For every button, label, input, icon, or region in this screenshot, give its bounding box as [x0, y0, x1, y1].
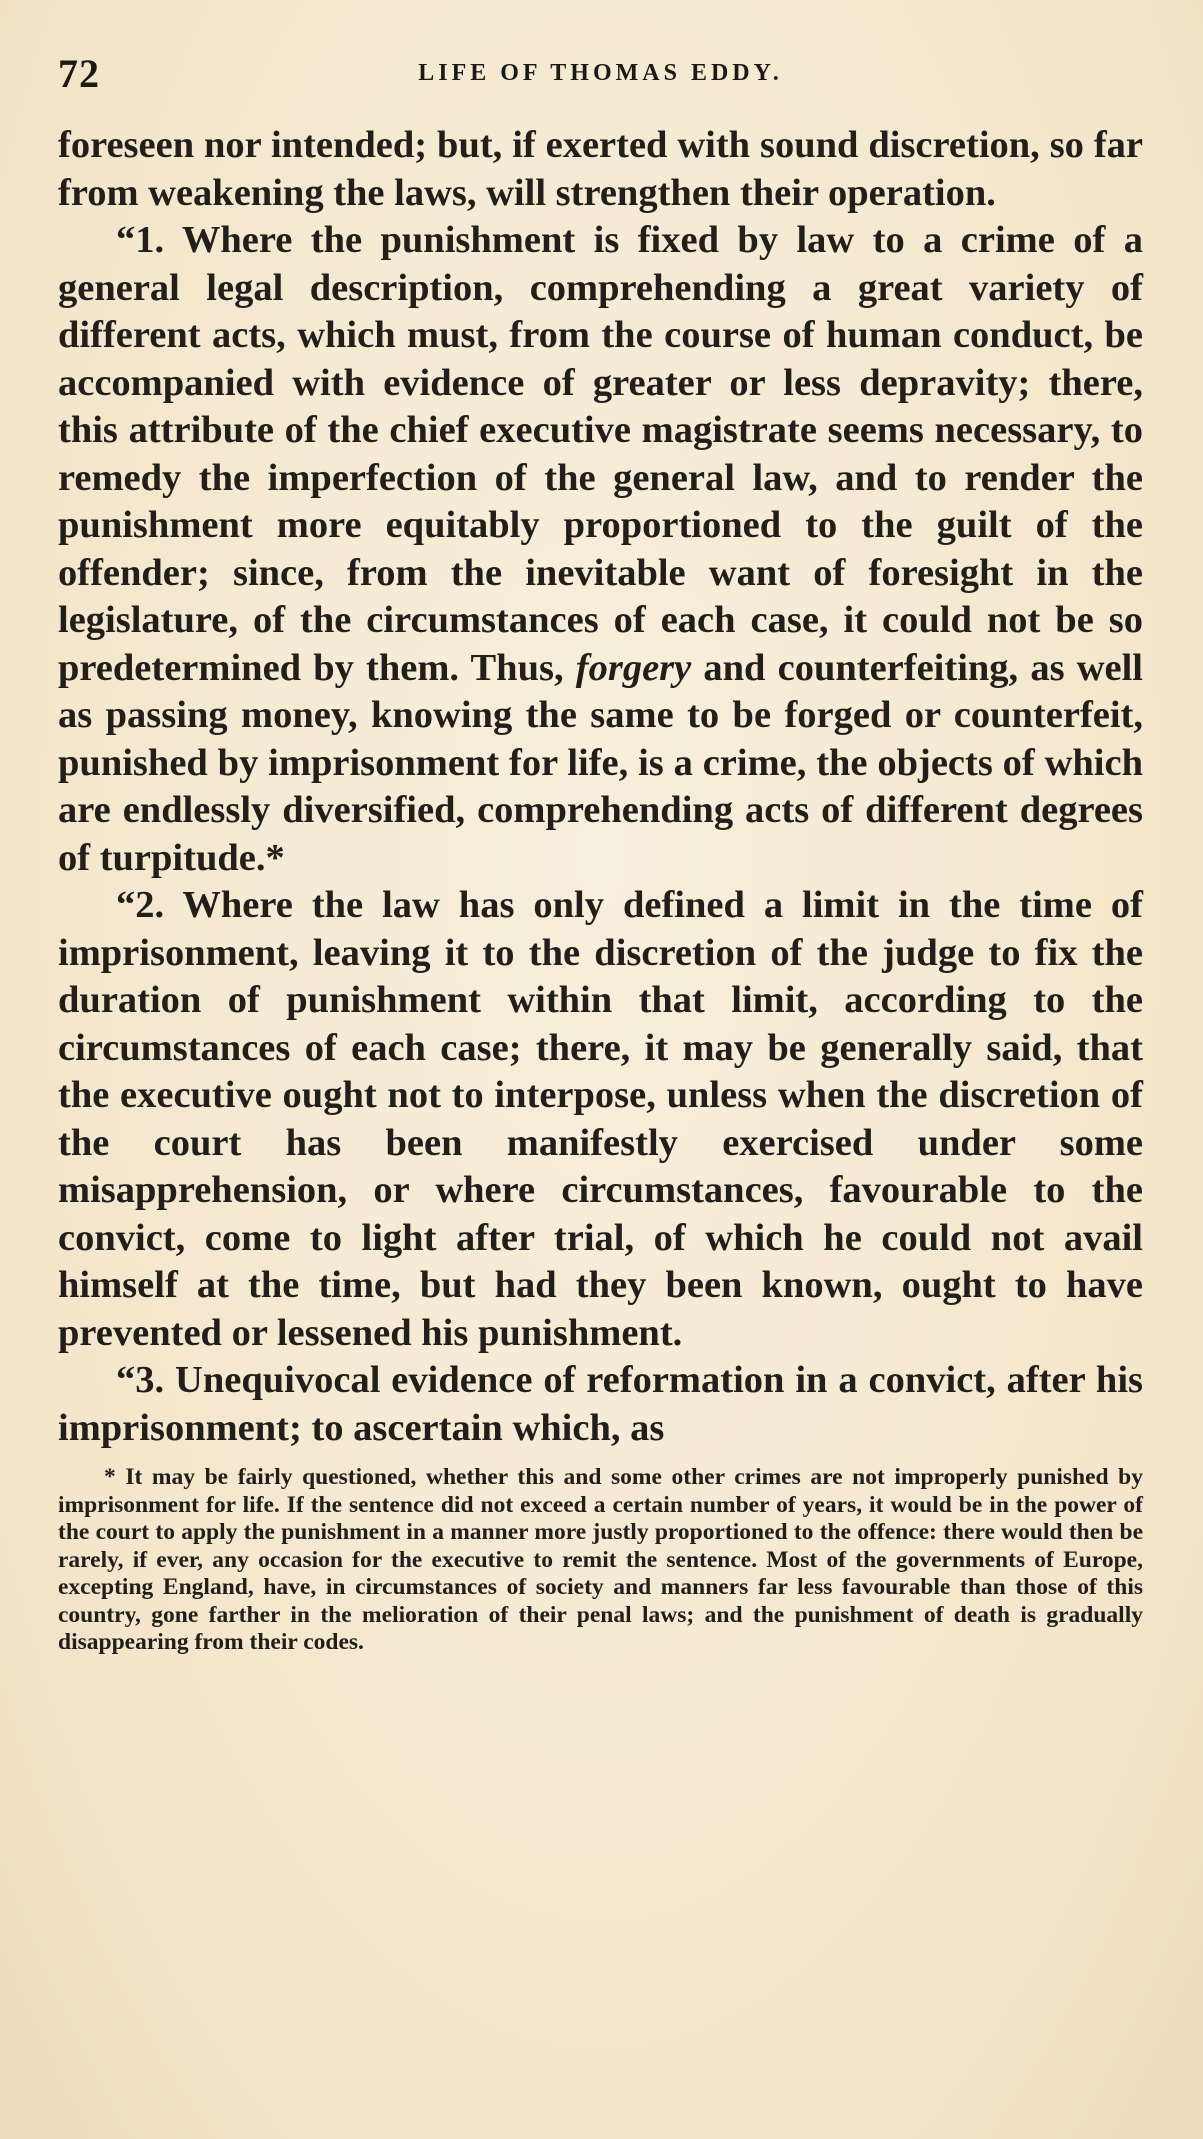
- footnote-text: * It may be fairly questioned, whether this and some other crimes are not improperly punished by imprisonment for life. If the sentence did not exceed a certain number of years, it would be in the power of the court to apply the punishment in a manner more justly proportioned to the offence: there would then be rarely, if ever, any occasion for the executive to remit the sentence. Most of the governments of Europe, excepting England, have, in circumstances of society and manners far less favourable than those of this country, gone farther in the melioration of their penal laws; and the punishment of death is gradually disappearing from their codes.: [58, 1464, 1143, 1655]
- footnote: [58, 1464, 1143, 1657]
- running-head: [58, 40, 1143, 100]
- paragraph-point-1-text-a: “1. Where the punishment is fixed by law to a crime of a general legal description, comprehending a great variety of different acts, which must, from the course of human conduct, be accompanied with evidence of greater or less depravity; there, this attribute of the chief executive magistrate seems necessary, to remedy the imperfection of the general law, and to render the punishment more equitably proportioned to the guilt of the offender; since, from the inevitable want of foresight in the legislature, of the circumstances of each case, it could not be so predetermined by them. Thus,: [58, 219, 1143, 689]
- running-title: LIFE OF THOMAS EDDY.: [418, 60, 783, 86]
- paragraph-point-1: [58, 217, 1143, 882]
- paragraph-point-3: “3. Unequivocal evidence of reformation in a convict, after his imprisonment; to ascertain which, as: [58, 1359, 1143, 1449]
- paragraph-point-1-text-b: and counterfeiting, as well as passing money, knowing the same to be forged or counterfeit, punished by imprisonment for life, is a crime, the objects of which are endlessly diversified, comprehending acts of different degrees of turpitude.*: [58, 646, 1143, 879]
- body-text: [58, 122, 1143, 1452]
- paragraph-point-2: “2. Where the law has only defined a limit in the time of imprisonment, leaving it to the discretion of the judge to fix the duration of punishment within that limit, according to the circumstances of each case; there, it may be generally said, that the executive ought not to interpose, unless when the discretion of the court has been manifestly exercised under some misapprehension, or where circumstances, favourable to the convict, come to light after trial, of which he could not avail himself at the time, but had they been known, ought to have prevented or lessened his punishment.: [58, 884, 1143, 1354]
- paragraph-continuation: foreseen nor intended; but, if exerted with sound discretion, so far from weakening the laws, will strengthen their operation.: [58, 124, 1143, 214]
- book-page: [58, 40, 1143, 1657]
- page-number: 72: [58, 51, 100, 96]
- italic-forgery: forgery: [575, 646, 692, 689]
